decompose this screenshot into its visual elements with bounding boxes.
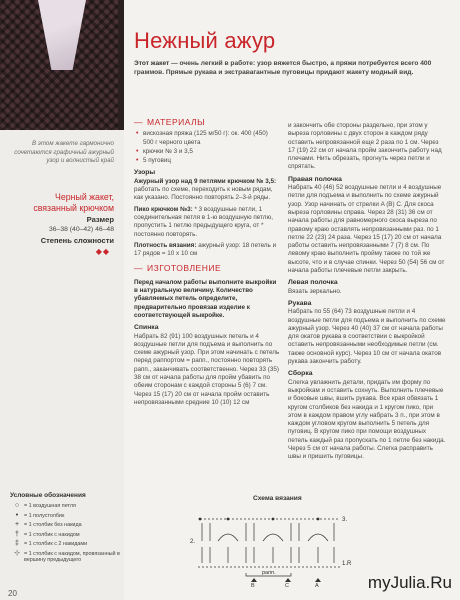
size-values: 36–38 (40–42) 46–48 — [48, 226, 114, 233]
sleeves-text: Набрать по 55 (64) 73 воздушные петли и 4 воздушные петли для подъема и выполнить по схеме ажурный узор. Через 40 (40) 37 см от начала работы для окатов рукава в соответствии с выкройкой оставить непровязанными необходимые петли (см. также основной курс). Через 10 см от начала окатов рукава закончить работу. — [288, 308, 446, 366]
legend-item — [10, 503, 122, 510]
double-crochet-icon: † — [15, 530, 19, 538]
back-heading: Спинка — [134, 324, 159, 332]
row-label: 2. — [190, 539, 196, 545]
row-label: 3. — [342, 517, 348, 523]
legend-item — [10, 541, 122, 548]
slip-stitch-icon: • — [15, 511, 19, 519]
scheme-title: Схема вязания — [253, 495, 302, 502]
gauge-text: Плотность вязания: ажурный узор: 18 петель и 17 рядов = 10 х 10 см — [134, 241, 277, 258]
assembly-text: Слегка увлажнить детали, придать им форму по выкройкам и оставить сохнуть. Выполнить плечевые и боковые швы, вшить рукава. Все края обвязать 1 кругом столбиков без накида и 1 кругом пико, при этом в каждом правом углу набрать 3 п., при этом в каждом угловом кругом выполнить 5 петель для пуговиц. В кругом пико при помощи воздушных петель каждый раз пропускать по 1 петле без накида. Через 5 см от начала работы. Слегка расправить швы и пришить пуговицы. — [288, 378, 446, 461]
arrow-label: B — [251, 583, 255, 587]
right-front-text: Набрать 40 (46) 52 воздушные петли и 4 воздушные петли для подъема и выполнить по схеме ажурный узор. Узор начинать от стрелки A (B) C. Для скоса выреза горловины справа. Через 28 (31) 36 см от начала работы для равномерного скоса выреза по правому краю оставлять непровязанными раз. по 1 петле 22 (23) 24 раза. Через 15 (17) 20 см от начала работы оставить непровязанными 7 (7) 8 см. По левому краю выполнить пройму также по той же высоте, что и в случае спинки. Через 50 (54) 56 см от начала работы плечевые петли закрыть. — [288, 184, 445, 275]
right-front-heading: Правая полочка — [288, 175, 342, 183]
difficulty-label: Степень сложности — [40, 236, 114, 245]
arrow-label: A — [315, 583, 319, 587]
list-item: • крючки № 3 и 3,5 — [134, 148, 280, 156]
crochet-chart — [188, 505, 358, 587]
intro-paragraph — [134, 60, 446, 77]
legend-item — [10, 522, 122, 529]
symbol-legend — [10, 492, 122, 567]
site-logo: myJulia.Ru — [367, 573, 452, 592]
legend-title: Условные обозначения — [10, 492, 86, 499]
openwork-pattern-text: Ажурный узор над 9 петлями крючком № 3,5: работать по схеме, переходить к новым рядам, как указано. Постоянно повторять 2–3-й ряды. — [134, 177, 277, 202]
left-sidebar — [0, 0, 124, 600]
list-item: • 5 пуговиц — [134, 157, 280, 165]
picot-text: Пико крючком №3: * 3 воздушные петли, 1 соединительная петля в 1-ю воздушную петлю, пропустить 1 петлю предыдущего круга, от * постоянно повторять. — [134, 205, 273, 238]
photo-edge-bar — [118, 0, 124, 130]
legend-item-text: = 1 воздушная петля — [24, 503, 76, 509]
making-heading: — ИЗГОТОВЛЕНИЕ — [134, 263, 222, 274]
joined-double-crochet-icon: ⊹ — [14, 549, 20, 557]
rapport-label: рапп. — [262, 570, 276, 576]
arrow-label: C — [285, 583, 289, 587]
size-label: Размер — [86, 215, 114, 224]
list-item: • вискозная пряжа (125 м/50 г): ок. 400 (450) 500 г черного цвета — [134, 130, 280, 147]
text-column-1 — [134, 112, 280, 410]
legend-item-text: = 1 столбик с 2 накидами — [24, 541, 88, 547]
row-label: 1.R — [342, 561, 352, 567]
back-text: Набрать 82 (91) 100 воздушных петель и 4 воздушные петли для подъема и выполнить по схеме ажурный узор. При этом начинать с петель перед раппортом = рапп., постоянно повторять рапп., заканчивать соответственно. Через 33 (35) 38 см от начала работы для пройм убавить по обеим сторонам с каждой стороны 5 (6) 7 см. Через 15 (17) 20 см от начала пройм оставить непровязанными средние 10 (10) 12 см — [134, 332, 280, 406]
chain-stitch-icon: ○ — [14, 502, 20, 509]
page-title: Нежный ажур — [134, 28, 276, 53]
back-continued-text: и закончить обе стороны раздельно, при этом у выреза горловины с двух сторон в каждом ряду оставить непровязанной еще 2 раза по 1 см. Через 17 (19) 22 см от начала пройм закончить работу над плечами. Нить обрезать, прогнуть через петли и спрятать. — [288, 122, 442, 171]
legend-item-text: = 1 полустолбик — [24, 512, 65, 519]
page-number: 20 — [8, 589, 17, 598]
single-crochet-icon: + — [14, 521, 20, 528]
text-column-2 — [288, 122, 446, 465]
intro-text: — очень легкий в работе: узор вяжется быстро, а пряжи потребуется всего 400 граммов. Прямые рукава и экстравагантные пуговицы придают жакету модный вид. — [134, 60, 432, 76]
sleeves-heading: Рукава — [288, 299, 312, 307]
making-intro: Перед началом работы выполните выкройки в натуральную величину. Количество убавляемых петель определите, предварительно провязав изделие к соответствующей выкройке. — [134, 278, 277, 319]
left-front-text: Вязать зеркально. — [288, 287, 342, 295]
intro-lead: Этот жакет — [134, 60, 170, 67]
project-subtitle: Черный жакет, связанный крючком — [33, 192, 114, 213]
patterns-heading: Узоры — [134, 169, 156, 177]
legend-item-text: = 1 столбик с накидом — [24, 531, 80, 538]
legend-item-text: = 1 столбик с накидом, провязанный в вершину предыдущего — [24, 550, 120, 563]
legend-item-text: = 1 столбик без накида — [24, 522, 82, 528]
treble-crochet-icon: ‡ — [15, 540, 19, 547]
left-front-heading: Левая полочка — [288, 279, 338, 287]
difficulty-diamond-icons: ◆◆ — [95, 247, 110, 256]
jacket-photo — [0, 0, 124, 130]
assembly-heading: Сборка — [288, 370, 313, 378]
photo-caption: В этом жакете гармонично сочетаются графичный ажурный узор и волнистый край — [14, 140, 114, 164]
materials-list — [134, 130, 280, 165]
materials-heading: — МАТЕРИАЛЫ — [134, 117, 206, 127]
legend-item — [10, 551, 122, 564]
legend-item — [10, 513, 122, 520]
legend-item — [10, 532, 122, 539]
